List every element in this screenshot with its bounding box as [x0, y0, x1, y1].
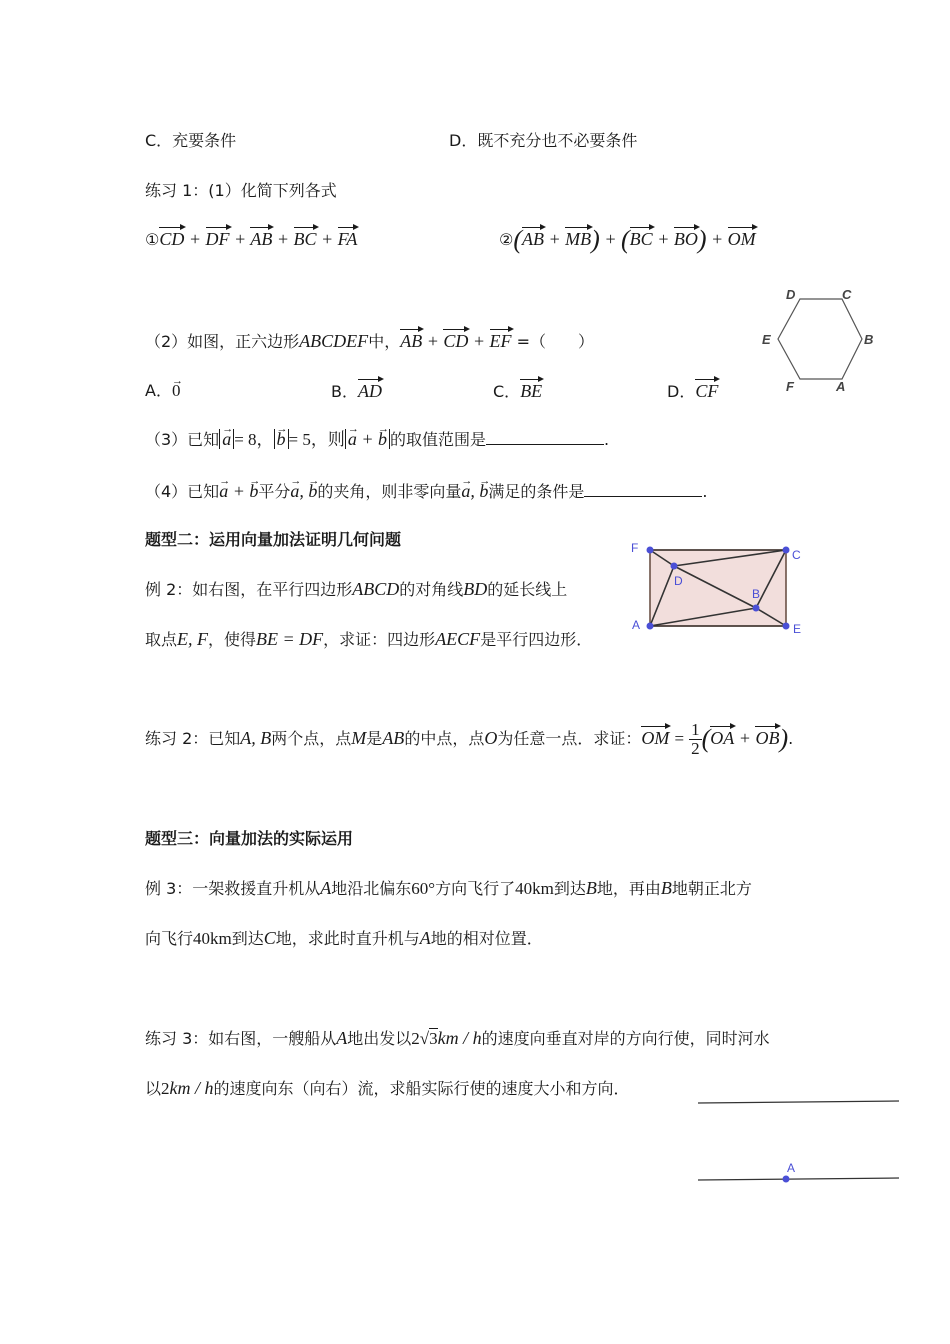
prac3-l2-post: 的速度向东（向右）流，求船实际行使的速度大小和方向．	[213, 1079, 630, 1098]
expr2-prefix: ②	[499, 230, 514, 249]
opt-a-label: A．	[145, 381, 172, 400]
river-bank-bottom	[698, 1178, 899, 1180]
ex1-expr1: ①CD + DF + AB + BC + FA	[145, 229, 358, 249]
prac3-a: A	[336, 1028, 348, 1048]
ex3-a2: A	[419, 928, 431, 948]
part2-hexname: ABCDEF	[299, 331, 369, 351]
ex3-a: A	[320, 878, 332, 898]
prac3-l1-pre: 练习 3：如右图，一艘船从	[145, 1029, 337, 1048]
prac2-eq: =	[674, 729, 685, 748]
river-bank-top	[698, 1101, 899, 1103]
prac3-unit2: km / h	[169, 1078, 214, 1098]
part4-mid2: 的夹角，则非零向量	[317, 482, 462, 501]
ex2-l1-post: 的延长线上	[487, 580, 568, 599]
type2-heading: 题型二：运用向量加法证明几何问题	[145, 530, 402, 549]
ex3-l2-mid2: 地，求此时直升机与	[275, 929, 420, 948]
rect-label-c: C	[792, 548, 801, 562]
ex1-opt-c: C．BE	[493, 381, 543, 401]
part3-pre: （3）已知	[145, 430, 220, 449]
prac2-line: 练习 2：已知A, B两个点，点M是AB的中点，点O为任意一点．求证：OM = $\frac{1}{2}$ (OA + OB).	[145, 720, 794, 758]
ex2-l2-mid: ，使得	[208, 630, 257, 649]
parallelogram-figure	[628, 538, 808, 638]
prac2-o: O	[484, 728, 498, 748]
ex1-part4: （4）已知→ a + → b平分→ a, → b的夹角，则非零向量→ a, → b满足的条件是 .	[145, 480, 707, 503]
frac-num: 1	[691, 720, 700, 739]
river-figure	[695, 1095, 905, 1185]
hex-label-b: B	[864, 332, 874, 347]
prac3-l1-mid: 地出发以	[347, 1029, 412, 1048]
period: .	[788, 729, 794, 748]
point-e	[783, 623, 790, 630]
ex3-l1-mid: 地沿北偏东	[331, 879, 412, 898]
ex3-line2	[145, 927, 543, 950]
part4-post: 满足的条件是	[488, 482, 585, 501]
type3-heading: 题型三：向量加法的实际运用	[145, 829, 354, 848]
part3-blank[interactable]	[486, 444, 604, 445]
hex-label-d: D	[786, 287, 796, 302]
ex3-l2-post: 地的相对位置．	[430, 929, 543, 948]
part3-a: = 8，	[234, 430, 274, 449]
ex2-ef: E, F	[177, 629, 209, 649]
speed2: 2	[161, 1079, 170, 1098]
ex1-opt-d: D．CF	[667, 381, 719, 401]
ex3-angle: 60°	[411, 879, 436, 898]
speed1-coef: 2	[411, 1029, 420, 1048]
ex3-l1-mid2: 方向飞行了	[435, 879, 516, 898]
ex3-l1-mid4: 地，再由	[596, 879, 661, 898]
point-a	[647, 623, 654, 630]
point-a-river	[783, 1176, 790, 1183]
ex3-l1-pre: 例 3：一架救援直升机从	[145, 879, 321, 898]
ex3-l2-mid: 到达	[231, 929, 264, 948]
ex2-line1	[145, 578, 567, 601]
ex3-dist2: 40km	[193, 929, 232, 948]
ex2-aecf: AECF	[435, 629, 481, 649]
hex-label-f: F	[786, 379, 794, 394]
point-d	[671, 563, 678, 570]
hex-label-e: E	[762, 332, 771, 347]
rect-label-e: E	[793, 622, 802, 636]
ex2-bd: BD	[463, 579, 488, 599]
hex-label-c: C	[842, 287, 852, 302]
part3-b: = 5，则	[288, 430, 345, 449]
hex-label-a: A	[836, 379, 846, 394]
fraction-half	[689, 721, 702, 758]
ex1-opt-a: A．→ 0	[145, 380, 180, 402]
part3-post: 的取值范围是	[390, 430, 487, 449]
hexagon-shape	[778, 299, 862, 379]
prac2-ab: A, B	[240, 728, 272, 748]
ex3-l1-mid3: 到达	[553, 879, 586, 898]
ex1-expr2: ②(AB + MB) + (BC + BO) + OM	[499, 225, 756, 254]
part4-blank[interactable]	[584, 496, 702, 497]
part2-end: =（ ）	[516, 332, 595, 351]
ex3-dist: 40km	[515, 879, 554, 898]
ex1-part2: （2）如图，正六边形ABCDEF中，AB + CD + EF =（ ）	[145, 331, 595, 351]
expr1-prefix: ①	[145, 230, 160, 249]
ex2-l1-mid: 的对角线	[399, 580, 464, 599]
rect-label-f: F	[631, 541, 639, 555]
part4-pre: （4）已知	[145, 482, 220, 501]
ex1-title: 练习 1：(1）化简下列各式	[145, 181, 337, 200]
ex3-b: B	[585, 878, 597, 898]
prac2-mid3: 的中点，点	[404, 729, 485, 748]
ex3-line1	[145, 877, 752, 900]
part4-mid: 平分	[258, 482, 291, 501]
ex2-eq: BE = DF	[256, 629, 324, 649]
point-c	[783, 547, 790, 554]
river-label-a: A	[787, 1161, 796, 1175]
ex2-l1-pre: 例 2：如右图，在平行四边形	[145, 580, 353, 599]
prac2-mid4: 为任意一点．求证：	[497, 729, 642, 748]
prac2-pre: 练习 2：已知	[145, 729, 241, 748]
prac3-l1-post: 的速度向垂直对岸的方向行使，同时河水	[481, 1029, 770, 1048]
ex1-part3: （3）已知→ a = 8，→ b = 5，则→ a + → b 的取值范围是 .	[145, 428, 609, 451]
frac-den: 2	[691, 739, 700, 758]
ex2-abcd: ABCD	[352, 579, 400, 599]
prac2-mid2: 是	[366, 729, 383, 748]
prac2-mid1: 两个点，点	[271, 729, 352, 748]
point-f	[647, 547, 654, 554]
option-c: C．充要条件	[145, 131, 237, 150]
part2-intro: （2）如图，正六边形	[145, 332, 300, 351]
prac2-ab2: AB	[382, 728, 405, 748]
hexagon-figure	[760, 285, 880, 395]
rect-label-d: D	[674, 574, 683, 588]
opt-d-label: D．	[667, 382, 696, 401]
option-d: D．既不充分也不必要条件	[449, 131, 638, 150]
opt-c-label: C．	[493, 382, 521, 401]
rect-label-a: A	[632, 618, 641, 632]
ex3-l1-post: 地朝正北方	[671, 879, 752, 898]
ex2-l2-pre: 取点	[145, 630, 178, 649]
speed1-root: 3	[429, 1029, 438, 1048]
period: .	[702, 482, 708, 501]
ex3-l2-pre: 向飞行	[145, 929, 194, 948]
ex1-opt-b: B．AD	[331, 381, 382, 401]
ex2-l2-mid2: ，求证：四边形	[323, 630, 436, 649]
ex2-l2-post: 是平行四边形．	[480, 630, 593, 649]
opt-b-label: B．	[331, 382, 358, 401]
ex3-c: C	[263, 928, 276, 948]
point-b	[753, 605, 760, 612]
prac3-unit: km / h	[437, 1028, 482, 1048]
prac3-line1: 练习 3：如右图，一艘船从A地出发以2√3km / h的速度向垂直对岸的方向行使，同时河水	[145, 1028, 770, 1048]
prac3-line2	[145, 1077, 630, 1100]
ex2-line2	[145, 628, 592, 651]
ex3-b2: B	[660, 878, 672, 898]
period: .	[604, 430, 610, 449]
rect-label-b: B	[752, 587, 761, 601]
part2-mid: 中，	[368, 332, 401, 351]
prac3-l2-pre: 以	[145, 1079, 162, 1098]
prac2-m: M	[351, 728, 367, 748]
